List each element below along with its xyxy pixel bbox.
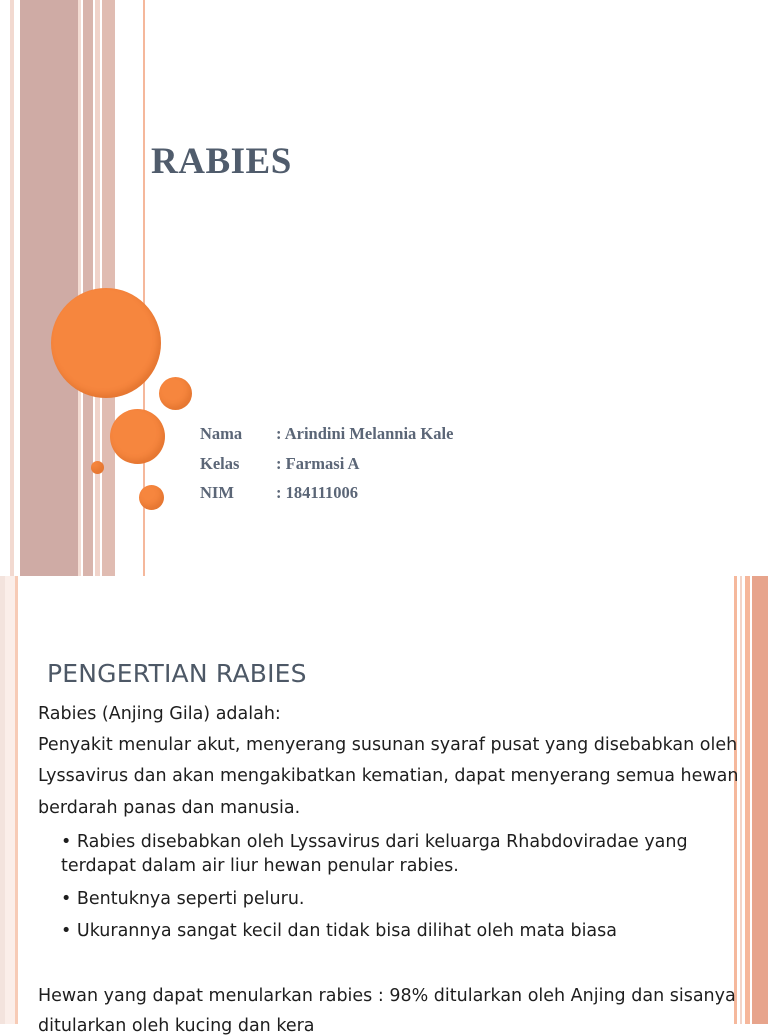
info-row-nim — [200, 483, 453, 513]
slide-title: PENGERTIAN RABIES — [47, 659, 307, 688]
info-row-nama — [200, 424, 453, 454]
decorative-stripe — [15, 576, 18, 1024]
bullet-item: • Bentuknya seperti peluru. — [61, 889, 305, 909]
decorative-stripe — [78, 0, 81, 576]
info-value: : Farmasi A — [276, 453, 360, 473]
info-value: : 184111006 — [276, 483, 359, 502]
bullet-item: • Rabies disebabkan oleh Lyssavirus dari keluarga Rhabdoviradae yang — [61, 832, 688, 852]
decorative-stripe — [83, 0, 93, 576]
decorative-circle — [51, 288, 161, 398]
decorative-stripe — [5, 576, 15, 1024]
info-label: NIM — [200, 483, 234, 502]
decorative-stripe — [734, 576, 737, 1024]
info-row-kelas — [200, 454, 453, 484]
info-value: : Arindini Melannia Kale — [276, 424, 454, 443]
info-label: Nama — [200, 424, 243, 443]
bullet-item: • Ukurannya sangat kecil dan tidak bisa dilihat oleh mata biasa — [61, 921, 617, 941]
decorative-stripe — [740, 576, 742, 1024]
definition-line: Lyssavirus dan akan mengakibatkan kematian, dapat menyerang semua hewan — [38, 766, 739, 786]
decorative-stripe — [20, 0, 78, 576]
content-slide — [0, 576, 768, 1036]
intro-text: Rabies (Anjing Gila) adalah: — [38, 704, 281, 724]
decorative-circle — [110, 409, 165, 464]
decorative-stripe — [10, 0, 14, 576]
decorative-stripe — [752, 576, 768, 1024]
decorative-stripe — [745, 576, 750, 1024]
info-label: Kelas — [200, 453, 240, 473]
student-info — [200, 424, 453, 513]
definition-line: Penyakit menular akut, menyerang susunan syaraf pusat yang disebabkan oleh — [38, 735, 738, 755]
closing-text: ditularkan oleh kucing dan kera — [38, 1016, 315, 1036]
decorative-circle — [159, 377, 192, 410]
slide-title: RABIES — [151, 141, 292, 182]
closing-text: Hewan yang dapat menularkan rabies : 98% ditularkan oleh Anjing dan sisanya — [38, 986, 736, 1006]
decorative-circle — [139, 485, 164, 510]
decorative-circle — [91, 461, 104, 474]
bullet-item-continuation: terdapat dalam air liur hewan penular rabies. — [61, 856, 459, 876]
definition-line: berdarah panas dan manusia. — [38, 798, 301, 818]
